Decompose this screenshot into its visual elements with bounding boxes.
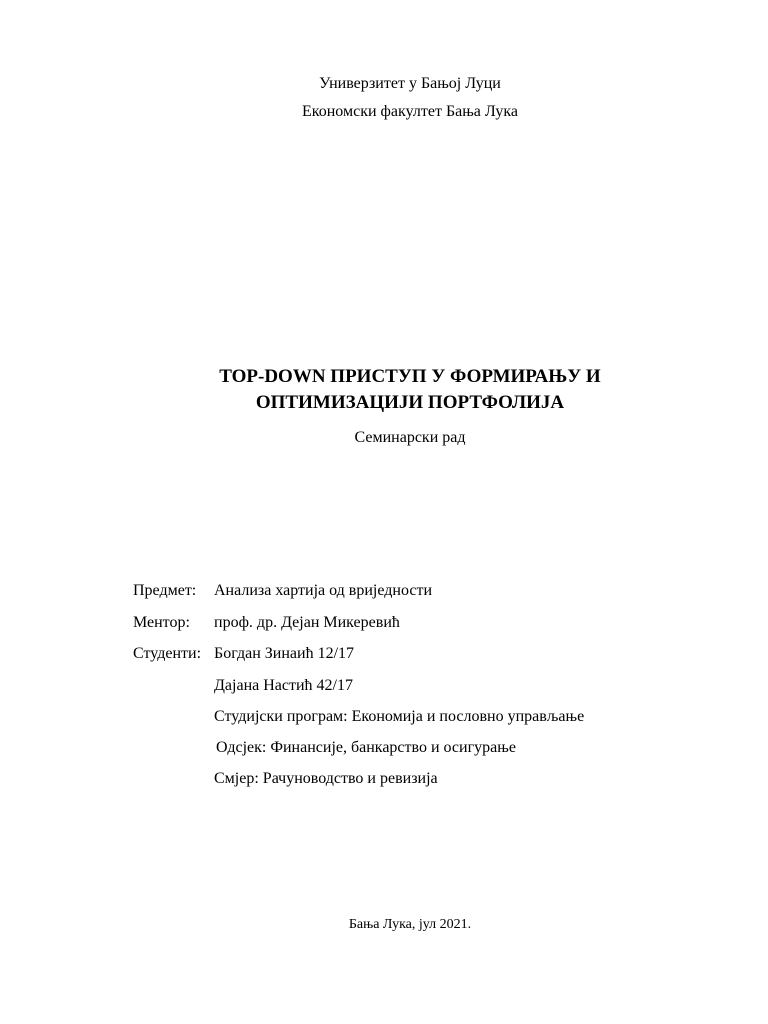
place-and-date: Бања Лука, јул 2021. [348,917,472,932]
title-line-2: ОПТИМИЗАЦИЈИ ПОРТФОЛИЈА [255,392,565,413]
subject-label: Предмет: [133,582,197,599]
students-label: Студенти: [133,645,202,662]
faculty-name: Економски факултет Бања Лука [302,103,518,120]
document-subtitle: Семинарски рад [354,429,466,446]
student-2: Дајана Настић 42/17 [214,677,353,694]
track: Смјер: Рачуноводство и ревизија [214,770,438,787]
title-line-1: TOP-DOWN ПРИСТУП У ФОРМИРАЊУ И [219,366,601,387]
mentor-value: проф. др. Дејан Микеревић [214,614,400,631]
mentor-label: Ментор: [133,614,190,631]
department: Одсјек: Финансије, банкарство и осигурање [216,739,516,756]
student-1: Богдан Зинаић 12/17 [214,645,355,662]
study-program: Студијски програм: Економија и пословно управљање [214,708,585,725]
university-name: Универзитет у Бањој Луци [319,75,501,92]
subject-value: Анализа хартија од вриједности [214,582,432,599]
